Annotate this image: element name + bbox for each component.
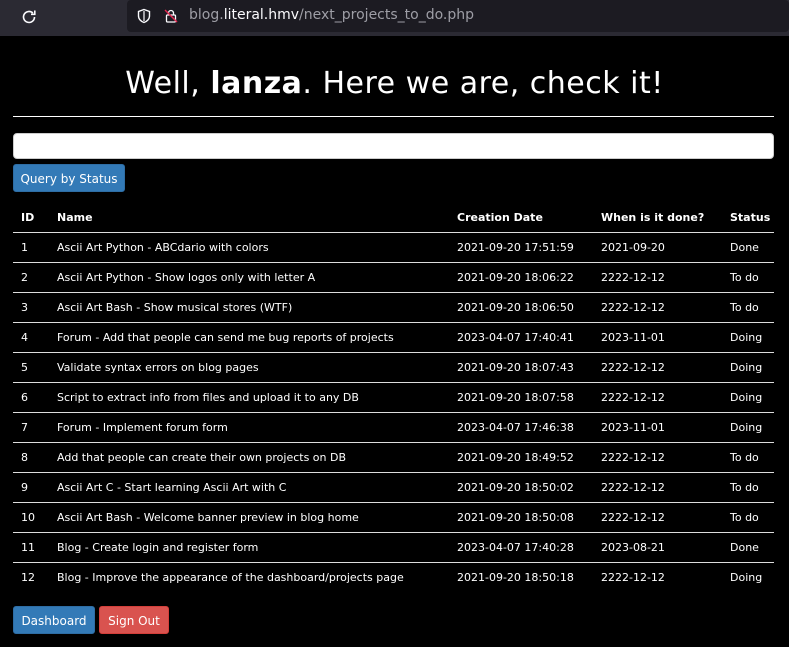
table-row [13, 413, 774, 443]
search-input[interactable] [13, 133, 774, 159]
sign-out-button[interactable]: Sign Out [99, 606, 169, 634]
cell-id: 11 [13, 533, 49, 563]
header-done-date: When is it done? [593, 203, 722, 233]
header-id: ID [13, 203, 49, 233]
cell-done-date: 2222-12-12 [593, 443, 722, 473]
table-header-row [13, 203, 774, 233]
page-title [0, 66, 789, 101]
cell-done-date: 2222-12-12 [593, 263, 722, 293]
cell-id: 2 [13, 263, 49, 293]
cell-name: Script to extract info from files and upload it to any DB [49, 383, 449, 413]
cell-done-date: 2021-09-20 [601, 241, 665, 254]
greeting-after: . Here we are, check it! [302, 66, 664, 101]
cell-done-date: 2222-12-12 [593, 383, 722, 413]
cell-creation-date: 2021-09-20 18:49:52 [449, 443, 593, 473]
cell-id: 10 [13, 503, 49, 533]
cell-name: Ascii Art C - Start learning Ascii Art with C [49, 473, 449, 503]
query-by-status-button[interactable]: Query by Status [13, 164, 125, 192]
cell-status: To do [722, 263, 774, 293]
cell-done-date: 2023-08-21 [593, 533, 722, 563]
cell-id: 12 [13, 563, 49, 593]
url-path: /next_projects_to_do.php [299, 7, 475, 23]
header-creation-date: Creation Date [449, 203, 593, 233]
cell-id: 1 [21, 241, 28, 254]
cell-creation-date: 2021-09-20 18:50:18 [449, 563, 593, 593]
cell-name: Validate syntax errors on blog pages [49, 353, 449, 383]
table-row [13, 353, 774, 383]
cell-name: Ascii Art Bash - Show musical stores (WTF) [49, 293, 449, 323]
url-text [189, 7, 474, 23]
cell-name: Blog - Improve the appearance of the dashboard/projects page [49, 563, 449, 593]
table-row [13, 473, 774, 503]
cell-creation-date: 2021-09-20 17:51:59 [457, 241, 574, 254]
cell-creation-date: 2021-09-20 18:06:22 [449, 263, 593, 293]
cell-name: Add that people can create their own projects on DB [49, 443, 449, 473]
cell-name: Ascii Art Bash - Welcome banner preview in blog home [49, 503, 449, 533]
cell-name: Forum - Implement forum form [49, 413, 449, 443]
cell-id: 8 [13, 443, 49, 473]
projects-table [13, 203, 774, 592]
cell-id: 6 [13, 383, 49, 413]
cell-done-date: 2222-12-12 [593, 563, 722, 593]
cell-status: To do [722, 503, 774, 533]
cell-status: Doing [722, 563, 774, 593]
cell-id: 9 [13, 473, 49, 503]
cell-name: Blog - Create login and register form [49, 533, 449, 563]
address-bar[interactable] [127, 0, 789, 32]
cell-name: Forum - Add that people can send me bug reports of projects [49, 323, 449, 353]
table-row [13, 263, 774, 293]
cell-done-date: 2222-12-12 [593, 503, 722, 533]
cell-status: Doing [722, 383, 774, 413]
cell-done-date: 2023-11-01 [593, 323, 722, 353]
cell-status: Done [722, 533, 774, 563]
header-divider [13, 116, 774, 117]
header-status: Status [722, 203, 774, 233]
cell-name: Ascii Art Python - Show logos only with letter A [49, 263, 449, 293]
table-row [13, 293, 774, 323]
dashboard-button[interactable]: Dashboard [13, 606, 95, 634]
greeting-before: Well, [125, 66, 211, 101]
cell-status: To do [722, 473, 774, 503]
browser-toolbar [0, 0, 789, 36]
url-prefix: blog. [189, 7, 224, 23]
cell-done-date: 2222-12-12 [593, 473, 722, 503]
table-row [13, 323, 774, 353]
header-name: Name [49, 203, 449, 233]
cell-status: Doing [722, 353, 774, 383]
lock-icon[interactable] [163, 8, 179, 24]
table-row [13, 563, 774, 593]
cell-status: Doing [722, 323, 774, 353]
cell-done-date: 2222-12-12 [593, 353, 722, 383]
cell-done-date: 2222-12-12 [593, 293, 722, 323]
cell-creation-date: 2023-04-07 17:46:38 [449, 413, 593, 443]
cell-status: To do [722, 443, 774, 473]
cell-done-date: 2023-11-01 [593, 413, 722, 443]
table-row [13, 443, 774, 473]
table-row [13, 533, 774, 563]
cell-id: 4 [13, 323, 49, 353]
cell-name: Ascii Art Python - ABCdario with colors [57, 241, 269, 254]
cell-creation-date: 2023-04-07 17:40:41 [449, 323, 593, 353]
table-row [13, 383, 774, 413]
cell-status: Done [730, 241, 759, 254]
username: lanza [210, 66, 303, 101]
cell-status: To do [722, 293, 774, 323]
table-row [13, 233, 774, 263]
url-domain: literal.hmv [223, 7, 300, 23]
cell-creation-date: 2021-09-20 18:06:50 [449, 293, 593, 323]
cell-creation-date: 2021-09-20 18:50:08 [449, 503, 593, 533]
cell-creation-date: 2021-09-20 18:07:58 [449, 383, 593, 413]
table-row [13, 503, 774, 533]
cell-creation-date: 2023-04-07 17:40:28 [449, 533, 593, 563]
cell-id: 7 [13, 413, 49, 443]
cell-id: 5 [13, 353, 49, 383]
cell-status: Doing [722, 413, 774, 443]
cell-creation-date: 2021-09-20 18:50:02 [449, 473, 593, 503]
shield-icon[interactable] [136, 8, 152, 24]
reload-icon[interactable] [19, 8, 39, 28]
cell-id: 3 [13, 293, 49, 323]
cell-creation-date: 2021-09-20 18:07:43 [449, 353, 593, 383]
